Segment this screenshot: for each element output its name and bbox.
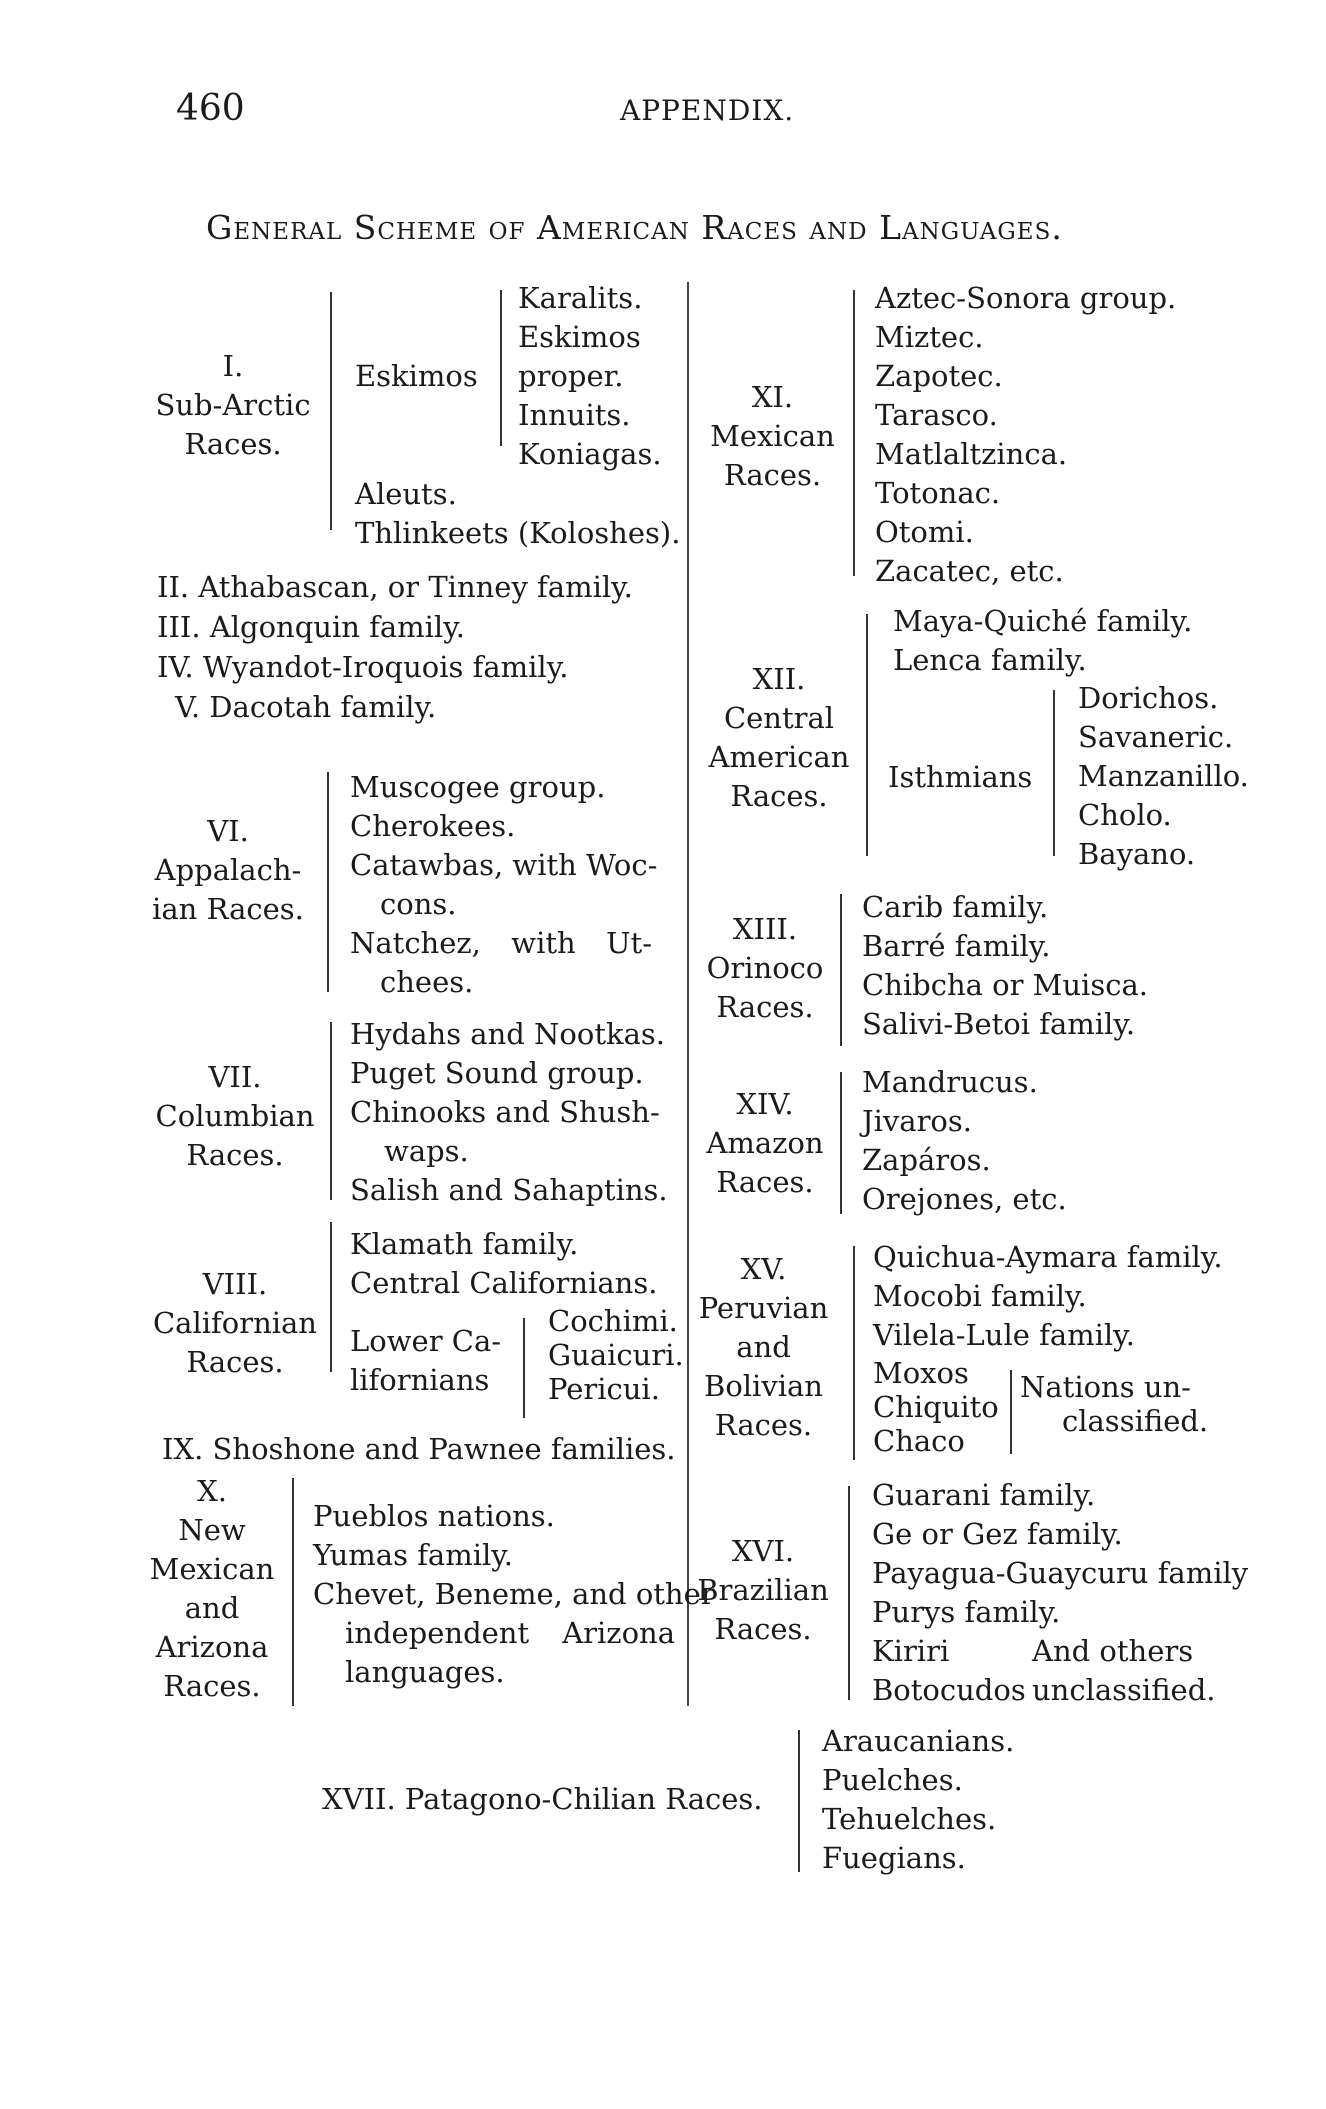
brace (853, 290, 855, 576)
section-xiii-label: XIII. Orinoco Races. (706, 912, 824, 1024)
section-xv-note: Nations un- classified. (1020, 1370, 1209, 1438)
section-vii-label: VII. Columbian Races. (155, 1060, 315, 1172)
section-vi-items: Muscogee group. Cherokees. Catawbas, with Woc- cons. Natchez, with Ut- chees. (350, 770, 658, 999)
brace (840, 894, 842, 1046)
eskimos-items: Karalits. Eskimos proper. Innuits. Koniagas. (518, 281, 662, 471)
brace (866, 614, 868, 856)
section-viii-label: VIII. Californian Races. (152, 1267, 317, 1379)
section-xii-label: XII. Central American Races. (708, 662, 850, 813)
section-vi-label: VI. Appalach- ian Races. (152, 814, 304, 926)
brace (292, 1478, 294, 1706)
eskimos-label: Eskimos (355, 359, 478, 393)
running-title: APPENDIX. (620, 94, 795, 127)
page-number: 460 (176, 88, 245, 129)
section-xv-subitems: Moxos Chiquito Chaco (873, 1356, 999, 1458)
section-xvi-label: XVI. Brazilian Races. (697, 1534, 829, 1646)
section-xvi-items: Guarani family. Ge or Gez family. Payagua-Guaycuru family Purys family. Kiriri And others Botocudos unclassified. (872, 1478, 1249, 1707)
section-xi-items: Aztec-Sonora group. Miztec. Zapotec. Tarasco. Matlaltzinca. Totonac. Otomi. Zacatec, etc. (875, 281, 1177, 588)
brace (798, 1730, 800, 1872)
section-xvii-label: XVII. Patagono-Chilian Races. (322, 1782, 763, 1816)
brace (523, 1318, 525, 1418)
brace (840, 1072, 842, 1214)
lower-californians-label: Lower Ca- lifornians (350, 1324, 502, 1397)
section-xvii-items: Araucanians. Puelches. Tehuelches. Fuegians. (822, 1724, 1015, 1875)
section-ix: IX. Shoshone and Pawnee families. (162, 1432, 676, 1466)
page-title: General Scheme of American Races and Languages. (206, 208, 1063, 247)
lower-californians-items: Cochimi. Guaicuri. Pericui. (548, 1304, 684, 1406)
section-i-label: I. Sub-Arctic Races. (155, 349, 311, 461)
section-xv-items: Quichua-Aymara family. Mocobi family. Vilela-Lule family. (873, 1240, 1223, 1352)
brace (327, 772, 329, 992)
brace (500, 290, 502, 446)
section-xi-label: XI. Mexican Races. (710, 380, 835, 492)
brace (1010, 1370, 1012, 1454)
simple-families: II. Athabascan, or Tinney family. III. Algonquin family. IV. Wyandot-Iroquois family. V. Dacotah family. (157, 570, 633, 724)
section-xv-label: XV. Peruvian and Bolivian Races. (698, 1252, 829, 1442)
brace (330, 1022, 332, 1200)
section-xiii-items: Carib family. Barré family. Chibcha or Muisca. Salivi-Betoi family. (862, 890, 1148, 1041)
brace (1053, 690, 1055, 856)
column-divider (687, 282, 689, 1706)
isthmians-items: Dorichos. Savaneric. Manzanillo. Cholo. Bayano. (1078, 681, 1249, 871)
section-x-label: X. New Mexican and Arizona Races. (149, 1474, 275, 1703)
brace (330, 1222, 332, 1372)
section-viii-items: Klamath family. Central Californians. (350, 1227, 658, 1300)
brace (848, 1486, 850, 1700)
brace (853, 1246, 855, 1460)
section-x-items: Pueblos nations. Yumas family. Chevet, Beneme, and other independent Arizona languages. (313, 1499, 715, 1689)
section-i-others: Aleuts. Thlinkeets (Koloshes). (355, 477, 681, 550)
section-vii-items: Hydahs and Nootkas. Puget Sound group. Chinooks and Shush- waps. Salish and Sahaptins. (350, 1017, 668, 1207)
brace (330, 292, 332, 530)
section-xii-items: Maya-Quiché family. Lenca family. (893, 604, 1193, 677)
section-xiv-items: Mandrucus. Jivaros. Zapáros. Orejones, etc. (862, 1065, 1067, 1216)
isthmians-label: Isthmians (888, 760, 1033, 794)
section-xiv-label: XIV. Amazon Races. (706, 1087, 824, 1199)
